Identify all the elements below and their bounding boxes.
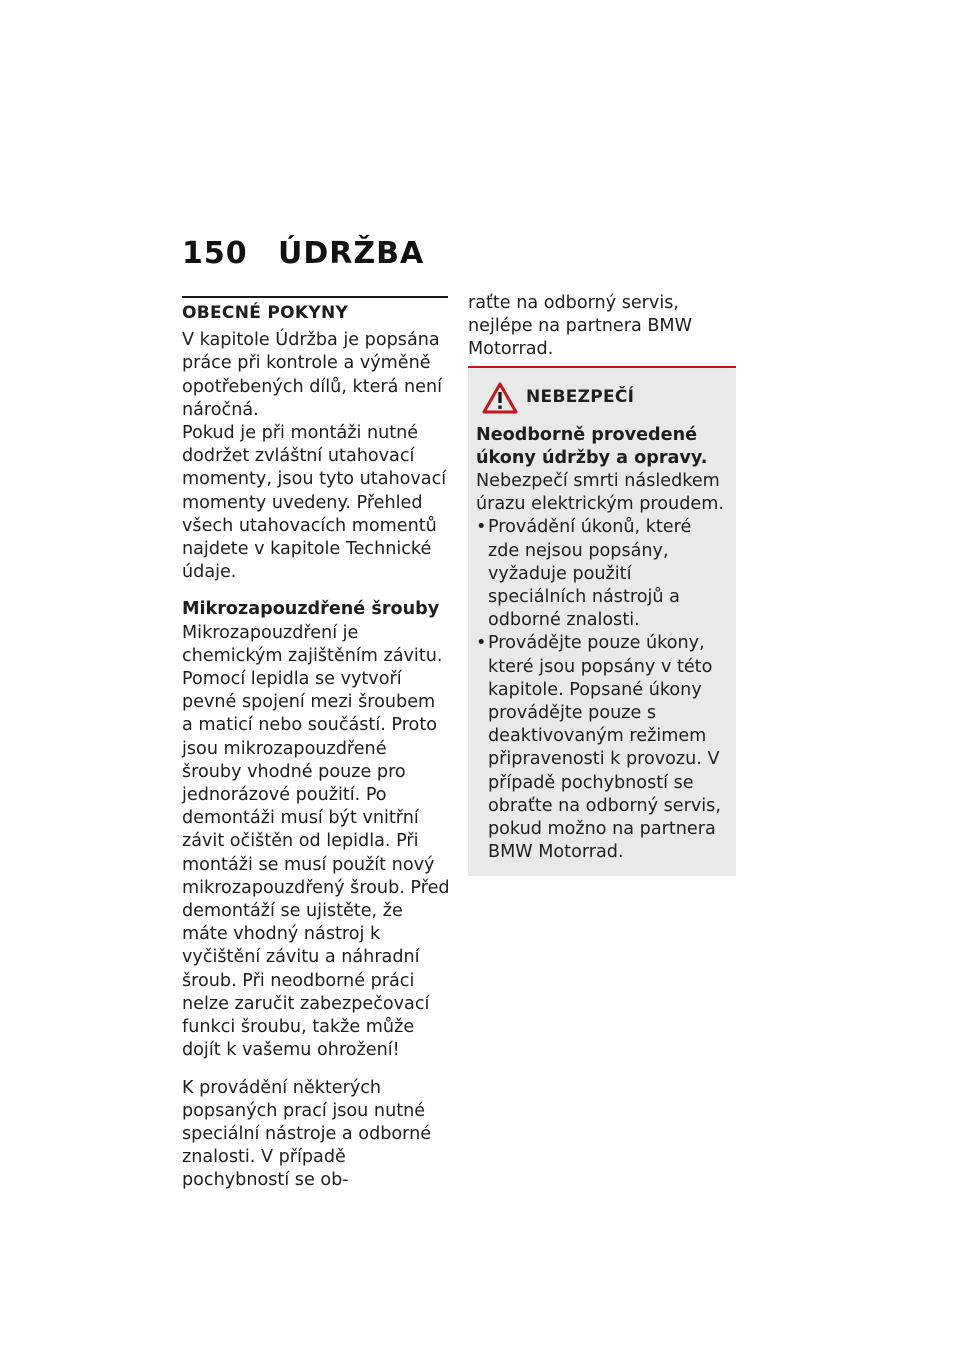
subhead-microencapsulated-screws: Mikrozapouzdřené šrouby xyxy=(182,599,440,620)
torque-paragraph: Pokud je při montáži nutné dodržet zvláštní utahovací momenty, jsou tyto utahovací momenty uvedeny. Přehled všech utahovacích momentů najdete v kapitole Technické údaje. xyxy=(182,423,447,583)
page-header xyxy=(182,236,424,271)
intro-paragraph: V kapitole Údržba je popsána práce při kontrole a výměně opotřebených dílů, která není náročná. xyxy=(182,330,443,420)
screws-paragraph: Mikrozapouzdření je chemickým zajištěním závitu. Pomocí lepidla se vytvoří pevné spojení mezi šroubem a maticí nebo součástí. Proto jsou mikrozapouzdřené šrouby vhodné pouze pro jednorázové použití. Po demontáži musí být vnitřní závit očištěn od lepidla. Při montáži se musí použít nový mikrozapouzdřený šroub. Před demontáží se ujistěte, že máte vhodný nástroj k vyčištění závitu a náhradní šroub. Při neodborné práci nelze zaručit zabezpečovací funkci šroubu, takže může dojít k vašemu ohrožení! xyxy=(182,622,450,1061)
danger-list xyxy=(476,516,728,864)
danger-box xyxy=(468,368,736,877)
danger-heading: Neodborně provedené úkony údržby a opravy. xyxy=(476,424,708,468)
section-title: OBECNÉ POKYNY xyxy=(182,303,349,323)
page-number: 150 xyxy=(182,236,248,271)
section-divider xyxy=(182,296,448,298)
continuation-paragraph: raťte na odborný servis, nejlépe na partnera BMW Motorrad. xyxy=(468,293,692,360)
list-item: • Provádění úkonů, které zde nejsou popsány, vyžaduje použití speciálních nástrojů a odborné znalosti. xyxy=(476,516,728,632)
danger-header xyxy=(476,382,728,414)
danger-title: NEBEZPEČÍ xyxy=(526,387,635,407)
list-item: • Provádějte pouze úkony, které jsou popsány v této kapitole. Popsané úkony provádějte pouze s deaktivovaným režimem připravenosti k provozu. V případě pochybností se obraťte na odborný servis, pokud možno na partnera BMW Motorrad. xyxy=(476,632,728,864)
tools-paragraph: K provádění některých popsaných prací jsou nutné speciální nástroje a odborné znalosti. V případě pochybností se ob- xyxy=(182,1077,432,1191)
right-column xyxy=(468,292,736,876)
warning-triangle-icon xyxy=(482,382,518,414)
left-column xyxy=(182,296,450,1193)
chapter-title: ÚDRŽBA xyxy=(278,236,425,271)
danger-description: Nebezpečí smrti následkem úrazu elektrickým proudem. xyxy=(476,471,724,515)
